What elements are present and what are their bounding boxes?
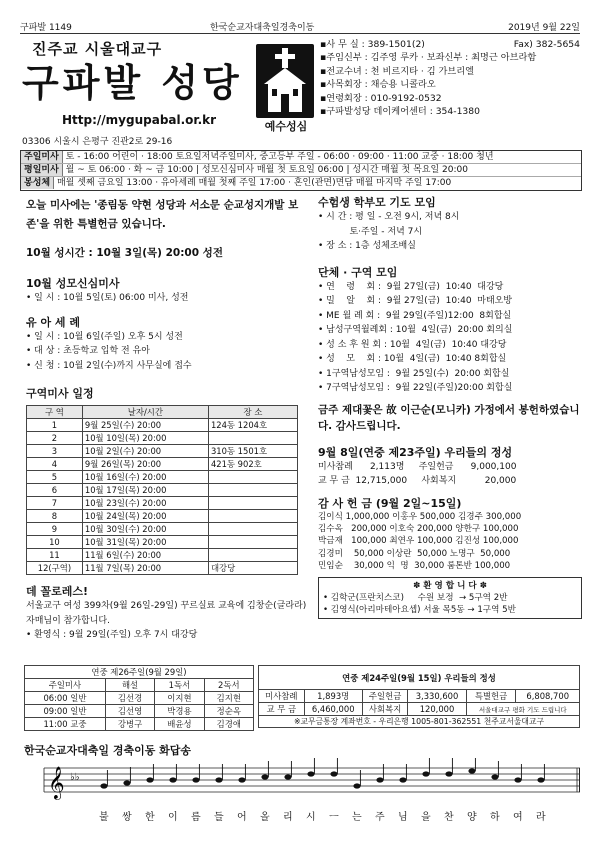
special-collection-notice: 오늘 미사에는 '종림동 약현 성당과 서소문 순교성지개발 보존'을 위한 특별헌금 있습니다. — [26, 199, 299, 230]
table-cell: 주일헌금 — [362, 690, 408, 703]
lyric-syllable: 한 — [145, 812, 155, 823]
lyric-syllable: 찬 — [444, 812, 454, 823]
lyric-syllable: 리 — [283, 812, 293, 823]
table-cell: 06:00 일반 — [25, 692, 106, 705]
table-row — [27, 445, 298, 458]
church-logo-label: 예수성심 — [264, 120, 308, 133]
marian-mass-title: 10월 성모신심미사 — [26, 277, 120, 290]
table-cell — [208, 497, 297, 510]
table-cell: 6,808,700 — [516, 690, 580, 703]
lyric-syllable: 라 — [536, 812, 546, 823]
table-cell: 10 — [27, 536, 83, 549]
lyric-syllable: 올 — [260, 812, 270, 823]
welcome-box — [318, 577, 582, 619]
table-cell: 8 — [27, 510, 83, 523]
table-header: 장 소 — [208, 406, 297, 419]
table-cell: 정순옥 — [204, 705, 253, 718]
mass-schedule — [20, 150, 582, 191]
welcome-title: ✽ 환 영 합 니 다 ✽ — [413, 580, 487, 591]
table-row — [27, 523, 298, 536]
table-cell: 김선경 — [105, 692, 154, 705]
baptism-line: • 대 상 : 초등학교 입학 전 유아 — [26, 346, 151, 356]
music-note — [238, 777, 245, 782]
cursillo-title: 데 꼴로레스! — [26, 585, 88, 598]
table-row — [25, 718, 254, 731]
table-cell: 3 — [27, 445, 83, 458]
marian-mass-line: • 일 시 : 10월 5일(토) 06:00 미사, 성전 — [26, 293, 189, 303]
table-cell: 09:00 일반 — [25, 705, 106, 718]
table-cell: 박경용 — [155, 705, 204, 718]
table-cell: 대강당 — [208, 562, 297, 575]
mass-row: 봉성체 매월 셋째 금요일 13:00 · 유아세례 매월 첫째 주일 17:00 · 혼인(관면)면담 매월 마지막 주일 17:00 — [21, 177, 581, 190]
table-cell: 1,893명 — [304, 690, 362, 703]
issue-date: 2019년 9월 22일 — [508, 23, 580, 33]
donation-line: 김이식 1,000,000 이홍우 500,000 김경주 300,000 — [318, 511, 522, 522]
table-cell — [208, 523, 297, 536]
table-row — [25, 692, 254, 705]
table-cell — [208, 432, 297, 445]
table-cell: 120,000 — [408, 703, 466, 716]
exam-line: 토·주일 - 저녁 7시 — [318, 226, 423, 237]
table-cell: 2 — [27, 432, 83, 445]
lyric-syllable: 하 — [490, 812, 500, 823]
table-row — [27, 549, 298, 562]
lyric-syllable: 불 — [99, 812, 109, 823]
baptism-line: • 신 청 : 10월 2일(수)까지 사무실에 접수 — [26, 360, 192, 371]
office-phone: ▪사 무 실 : 389-1501(2) — [320, 39, 425, 50]
table-cell: 11:00 교중 — [25, 718, 106, 731]
table-cell — [208, 549, 297, 562]
exam-prayer-title: 수험생 학부모 기도 모임 — [318, 196, 436, 209]
music-note — [376, 777, 383, 782]
table-row — [27, 458, 298, 471]
lyric-syllable: 주 — [375, 812, 385, 823]
altar-flowers-notice: 금주 제대꽃은 故 이근순(모니카) 가정에서 봉헌하였습니다. 감사드립니다. — [318, 403, 580, 432]
music-note — [215, 777, 222, 782]
group-meeting-line: • 성 소 후 원 회 : 10월 4일(금) 10:40 대강당 — [318, 339, 507, 350]
table-cell: 이지현 — [155, 692, 204, 705]
parish-address: 03306 시울시 은평구 진관2로 29-16 — [22, 137, 173, 147]
thanks-offering-title: 감 사 헌 금 (9월 2일~15일) — [318, 496, 462, 510]
weekly-offering-table — [258, 665, 580, 728]
lyric-syllable: 들 — [214, 812, 224, 823]
lyric-syllable: 여 — [513, 812, 523, 823]
donation-line: 민임순 30,000 익 명 30,000 룸톤반 100,000 — [318, 561, 511, 572]
table-header: 날자/시간 — [82, 406, 208, 419]
lyric-syllable: 어 — [237, 812, 247, 823]
lyric-syllable: 름 — [191, 812, 201, 823]
table-cell: 10월 31일(목) 20:00 — [82, 536, 208, 549]
table-cell: 310동 1501호 — [208, 445, 297, 458]
music-note — [284, 774, 291, 779]
table-cell: 사회복지 — [362, 703, 408, 716]
service-roster-title: 연중 제26주일(9월 29일) — [25, 666, 254, 679]
music-note — [353, 783, 360, 788]
lyric-syllable: 이 — [168, 812, 178, 823]
table-row — [27, 484, 298, 497]
music-note — [192, 777, 199, 782]
lyric-syllable: 양 — [467, 812, 477, 823]
cursillo-line: • 환영식 : 9월 29일(주일) 오후 7시 대강당 — [26, 630, 198, 640]
council-info: ▪사목회장 : 채승용 니콜라오 — [320, 79, 436, 91]
account-notice: ※교무금통장 계좌번호 - 우리은행 1005-801-362551 천주교서울대교구 — [259, 716, 580, 728]
mass-row: 주일미사 토 - 16:00 어린이 · 18:00 토요일저녁주일미사, 중고등부 주일 - 06:00 · 09:00 · 11:00 교중 · 18:00 청년 — [21, 151, 581, 164]
welcome-line: • 김영식(아리마테아요셉) 서울 목5동 → 1구역 5반 — [323, 604, 516, 615]
table-cell — [208, 536, 297, 549]
offering-line: 미사참례 2,113명 주일헌금 9,000,100 — [318, 461, 517, 472]
table-row — [27, 536, 298, 549]
lyric-syllable: 을 — [421, 812, 431, 823]
table-cell: 9월 25일(수) 20:00 — [82, 419, 208, 432]
welcome-line: • 김학군(프란치스코) 수원 보정 → 5구역 2반 — [323, 592, 508, 603]
holy-hour-notice: 10월 성시간 : 10월 3일(목) 20:00 성전 — [26, 247, 223, 259]
table-cell: 10월 17일(목) 20:00 — [82, 484, 208, 497]
website-url[interactable]: Http://mygupabal.or.kr — [62, 113, 217, 127]
music-note — [537, 777, 544, 782]
table-header: 구 역 — [27, 406, 83, 419]
music-note — [261, 774, 268, 779]
group-meeting-line: • 연 령 회 : 9월 27일(금) 10:40 대강당 — [318, 281, 504, 292]
table-cell: 10월 30일(수) 20:00 — [82, 523, 208, 536]
table-cell: 서울대교구 평화 기도 드립니다 — [466, 703, 579, 716]
music-note — [422, 771, 429, 776]
issue-number: 구파발 1149 — [20, 23, 72, 33]
table-cell: 3,330,600 — [408, 690, 466, 703]
table-cell: 6,460,000 — [304, 703, 362, 716]
district-mass-table — [26, 405, 298, 575]
table-cell: 특별헌금 — [466, 690, 516, 703]
table-row — [27, 432, 298, 445]
table-cell: 9월 26일(목) 20:00 — [82, 458, 208, 471]
music-note — [468, 768, 475, 773]
table-cell: 11월 7일(목) 20:00 — [82, 562, 208, 575]
table-cell: 김지현 — [204, 692, 253, 705]
table-cell — [208, 471, 297, 484]
table-cell: 1 — [27, 419, 83, 432]
lyric-syllable: 는 — [352, 812, 362, 823]
music-note — [330, 771, 337, 776]
table-cell: 10월 23일(수) 20:00 — [82, 497, 208, 510]
groups-title: 단체 · 구역 모임 — [318, 265, 398, 279]
district-mass-title: 구역미사 일정 — [26, 387, 94, 400]
donation-line: 김경미 50,000 이상란 50,000 노명구 50,000 — [318, 548, 511, 559]
music-title: 한국순교자대축일 경축이동 화답송 — [24, 744, 192, 757]
table-cell: 교 무 금 — [259, 703, 305, 716]
table-header: 1독서 — [155, 679, 204, 692]
table-row — [27, 562, 298, 575]
table-header: 해설 — [105, 679, 154, 692]
table-cell: 10월 24일(목) 20:00 — [82, 510, 208, 523]
table-cell: 12(구역) — [27, 562, 83, 575]
parish-info — [320, 38, 582, 118]
group-meeting-line: • 밀 알 회 : 9월 27일(금) 10:40 마태오방 — [318, 296, 513, 306]
table-row — [259, 690, 580, 703]
table-cell: 김선영 — [105, 705, 154, 718]
weekly-offering — [258, 665, 580, 728]
table-cell: 10월 16일(수) 20:00 — [82, 471, 208, 484]
psalm-response-music — [24, 742, 580, 832]
church-logo-icon — [256, 44, 314, 118]
table-cell: 6 — [27, 484, 83, 497]
table-row — [259, 703, 580, 716]
table-cell: 미사참례 — [259, 690, 305, 703]
group-meeting-line: • 7구역남성모임 : 9월 22일(주일)20:00 회합실 — [318, 383, 513, 393]
daycare-info: ▪구파발성당 데이케어센터 : 354-1380 — [320, 106, 480, 118]
music-note — [146, 777, 153, 782]
table-cell: 421동 902호 — [208, 458, 297, 471]
table-cell: 11월 6일(수) 20:00 — [82, 549, 208, 562]
offering-line: 교 무 금 12,715,000 사회복지 20,000 — [318, 476, 517, 486]
table-cell: 9 — [27, 523, 83, 536]
service-roster — [24, 665, 254, 731]
table-cell: 10월 2일(수) 20:00 — [82, 445, 208, 458]
priests-info: ▪주임신부 : 김주영 루카 · 보좌신부 : 최명근 아브라함 — [320, 52, 537, 64]
mass-row: 평일미사 월 ~ 토 06:00 · 화 ~ 금 10:00 | 성모신심미사 매월 첫 토요일 06:00 | 성시간 매월 첫 목요일 20:00 — [21, 164, 581, 177]
table-cell: 124동 1204호 — [208, 419, 297, 432]
table-cell: 10월 10일(목) 20:00 — [82, 432, 208, 445]
table-row — [25, 705, 254, 718]
table-row — [27, 471, 298, 484]
group-meeting-line: • ME 월 례 회 : 9월 29일(주일)12:00 8회합실 — [318, 310, 512, 321]
diocese-title: 진주교 시울대교구 — [32, 40, 163, 58]
music-note — [399, 777, 406, 782]
table-cell: 7 — [27, 497, 83, 510]
logo-area — [22, 38, 292, 148]
lyric-syllable: 시 — [306, 812, 316, 823]
baptism-title: 유 아 세 례 — [26, 315, 80, 329]
lyric-syllable: 님 — [398, 812, 408, 823]
lyric-syllable: 쌍 — [122, 812, 132, 823]
masthead-bar — [20, 20, 580, 34]
table-cell: 4 — [27, 458, 83, 471]
cursillo-text: 서울교구 여성 399차(9월 26일-29일) 꾸르실료 교육에 김창순(글라라) 자매님이 참가합니다. — [26, 601, 307, 626]
table-cell: 배윤성 — [155, 718, 204, 731]
lyric-syllable: ㅡ — [329, 812, 339, 823]
group-meeting-line: • 성 모 회 : 10월 4일(금) 10:40 8회합실 — [318, 354, 507, 364]
treble-clef-icon: 𝄞 — [48, 766, 65, 799]
table-cell: 김경애 — [204, 718, 253, 731]
contact-info: ▪연령회장 : 010-9192-0532 — [320, 92, 442, 104]
exam-line: • 시 간 : 평 일 - 오전 9시, 저녁 8시 — [318, 212, 460, 222]
music-note — [514, 777, 521, 782]
weekly-offering-title: 연중 제24주일(9월 15일) 우리들의 정성 — [259, 666, 580, 690]
music-note — [445, 771, 452, 776]
fax-number: Fax) 382-5654 — [513, 39, 580, 50]
baptism-line: • 일 시 : 10월 6일(주일) 오후 5시 성전 — [26, 331, 183, 342]
table-row — [27, 497, 298, 510]
organization-title: 한국순교자대축일경축이동 — [210, 23, 315, 33]
svg-text:♭♭: ♭♭ — [70, 772, 80, 783]
music-note — [169, 777, 176, 782]
table-cell — [208, 484, 297, 497]
service-roster-table — [24, 665, 254, 731]
parish-title: 구파발 성당 — [22, 61, 243, 105]
table-header: 주일미사 — [25, 679, 106, 692]
music-note — [100, 783, 107, 788]
music-note — [123, 780, 130, 785]
exam-line: • 장 소 : 1층 성체조배실 — [318, 241, 416, 251]
table-header: 2독서 — [204, 679, 253, 692]
table-cell — [208, 510, 297, 523]
table-row — [27, 419, 298, 432]
music-note — [307, 771, 314, 776]
nuns-info: ▪전교수녀 : 천 비르지타 · 김 가브리엘 — [320, 65, 475, 77]
table-cell: 5 — [27, 471, 83, 484]
left-column — [26, 192, 312, 643]
offering-title: 9월 8일(연중 제23주일) 우리들의 정성 — [318, 445, 513, 459]
group-meeting-line: • 1구역남성모임 : 9월 25일(수) 20:00 회합실 — [318, 368, 510, 379]
table-row — [27, 510, 298, 523]
music-note — [491, 774, 498, 779]
table-cell: 강병구 — [105, 718, 154, 731]
donation-line: 김수옥 200,000 이호숙 200,000 양한구 100,000 — [318, 523, 519, 534]
right-column — [318, 192, 582, 619]
table-cell: 11 — [27, 549, 83, 562]
donation-line: 박금재 100,000 최연우 100,000 김진성 100,000 — [318, 536, 519, 547]
group-meeting-line: • 남성구역월례회 : 10월 4일(금) 20:00 회의실 — [318, 325, 513, 335]
